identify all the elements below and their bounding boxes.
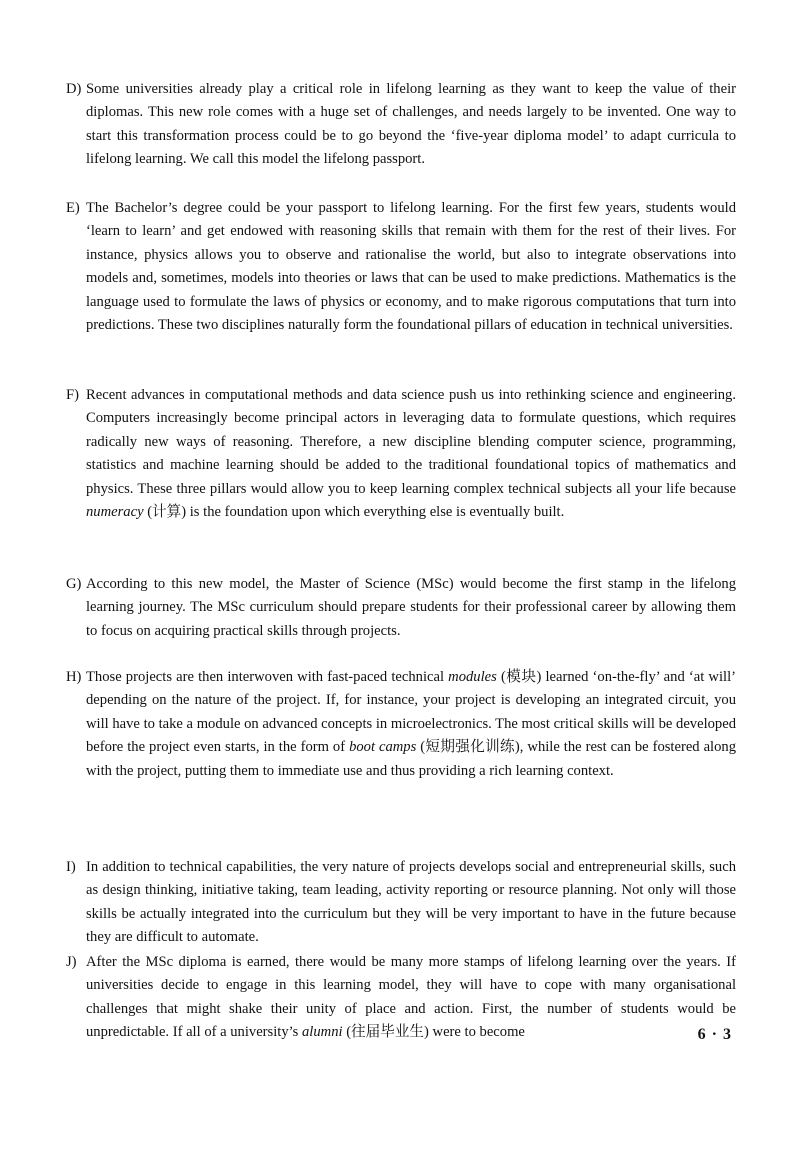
- paragraph-text-run: (往届毕业生) were to become: [342, 1024, 525, 1041]
- italic-term: alumni: [302, 1024, 343, 1041]
- paragraph-text-run: (模块) learned ‘on-the-fly’ and ‘at will’ depending on the nature of the project. If, for instance, your project is developing an integrated circuit, you will have to take a module on advanced concepts in microelectronics. The most critical skills will be developed before the project even starts, in the form of: [86, 669, 736, 756]
- italic-term: modules: [448, 669, 497, 685]
- paragraph-label: E): [66, 200, 80, 216]
- paragraph-d: [66, 78, 736, 172]
- page-number: 6 · 3: [697, 1026, 732, 1043]
- paragraph-f: [66, 384, 736, 524]
- paragraph-label: J): [66, 954, 77, 970]
- paragraph-label: G): [66, 576, 82, 592]
- italic-term: numeracy: [86, 504, 144, 521]
- paragraph-text-run: Some universities already play a critical role in lifelong learning as they want to keep the value of their diplomas. This new role comes with a huge set of challenges, and needs largely to be invented. One way to start this transformation process could be to go beyond the ‘five-year diploma model’ to adapt curricula to lifelong learning. We call this model the lifelong passport.: [86, 81, 736, 168]
- paragraph-text-run: (计算) is the foundation upon which everything else is eventually built.: [143, 504, 565, 521]
- paragraph-g: [66, 573, 736, 643]
- paragraph-f-text: [66, 384, 736, 524]
- paragraph-h: [66, 666, 736, 783]
- paragraph-text-run: After the MSc diploma is earned, there would be many more stamps of lifelong learning over the years. If universities decide to engage in this learning model, they will have to cope with many organisational challenges that might shake their unity of place and action. First, the number of students would be unpredictable. If all of a university’s: [86, 954, 736, 1041]
- paragraph-text-run: (短期强化训练), while the rest can be fostered along with the project, putting them to immediate use and thus providing a rich learning context.: [86, 739, 736, 779]
- paragraph-text-run: The Bachelor’s degree could be your passport to lifelong learning. For the first few years, students would ‘learn to learn’ and get endowed with reasoning skills that remain with them for the rest of their lives. For instance, physics allows you to observe and rationalise the world, but also to integrate observations into models and, sometimes, models into theories or laws that can be used to make predictions. Mathematics is the language used to formulate the laws of physics or economy, and to make rigorous computations that turn into predictions. These two disciplines naturally form the foundational pillars of education in technical universities.: [86, 200, 736, 334]
- paragraph-text-run: Recent advances in computational methods and data science push us into rethinking science and engineering. Computers increasingly become principal actors in leveraging data to formulate questions, which requires radically new ways of reasoning. Therefore, a new discipline blending computer science, programming, statistics and machine learning should be added to the traditional foundational topics of mathematics and physics. These three pillars would allow you to keep learning complex technical subjects all your life because: [86, 387, 736, 497]
- paragraph-label: F): [66, 387, 79, 403]
- paragraph-j-text: [66, 951, 736, 1045]
- paragraph-d-text: [66, 78, 736, 172]
- paragraph-text-run: According to this new model, the Master of Science (MSc) would become the first stamp in the lifelong learning journey. The MSc curriculum should prepare students for their professional career by allowing them to focus on acquiring practical skills through projects.: [86, 576, 736, 639]
- paragraph-text-run: In addition to technical capabilities, the very nature of projects develops social and entrepreneurial skills, such as design thinking, initiative taking, team leading, activity reporting or resource planning. Not only will those skills be actually integrated into the curriculum but they will be very important to have in the future because they are difficult to automate.: [86, 859, 736, 946]
- paragraph-i-text: [66, 856, 736, 950]
- paragraph-e: [66, 197, 736, 337]
- paragraph-text-run: Those projects are then interwoven with fast-paced technical: [86, 669, 449, 685]
- paragraph-label: I): [66, 859, 76, 875]
- paragraph-e-text: [66, 197, 736, 337]
- paragraph-label: H): [66, 669, 82, 685]
- paragraph-j: [66, 951, 736, 1045]
- paragraph-g-text: [66, 573, 736, 643]
- paragraph-label: D): [66, 81, 82, 97]
- paragraph-h-text: [66, 666, 736, 783]
- italic-term: boot camps: [349, 739, 417, 756]
- paragraph-i: [66, 856, 736, 950]
